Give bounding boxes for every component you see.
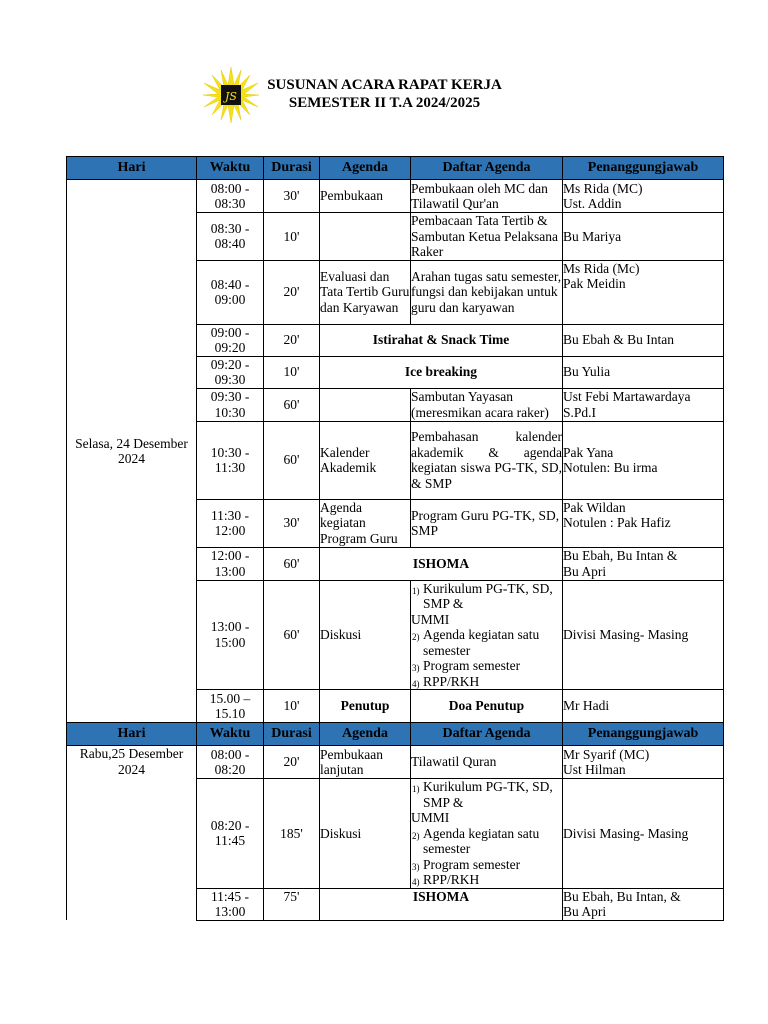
waktu-cell: 08:00 - 08:30 xyxy=(197,180,264,213)
list-item: 4) RPP/RKH xyxy=(412,872,480,887)
daftar-cell: Program Guru PG-TK, SD, SMP xyxy=(411,499,563,547)
pj-cell: Mr Hadi xyxy=(563,690,724,723)
daftar-cell: Doa Penutup xyxy=(411,690,563,723)
pj-cell: Bu Yulia xyxy=(563,356,724,388)
list-item: 2) Agenda kegiatan satu semester xyxy=(412,627,540,658)
agenda-cell: Diskusi xyxy=(320,580,411,690)
header-hari: Hari xyxy=(67,723,197,746)
pj-line: Notulen: Bu irma xyxy=(563,460,658,475)
merged-agenda-cell: Ice breaking xyxy=(320,356,563,388)
daftar-list-cell xyxy=(411,779,563,889)
agenda-cell: Pembukaan lanjutan xyxy=(320,746,411,779)
pj-cell xyxy=(563,180,724,213)
pj-cell xyxy=(563,421,724,499)
svg-text:JS: JS xyxy=(225,90,237,103)
agenda-cell: Pembukaan xyxy=(320,180,411,213)
durasi-cell: 20' xyxy=(264,746,320,779)
list-item: 1) Kurikulum PG-TK, SD, SMP & xyxy=(412,779,553,810)
pj-line: Bu Apri xyxy=(563,904,607,919)
discussion-list-cont xyxy=(411,826,562,888)
table-header-row xyxy=(67,723,724,746)
pj-cell xyxy=(563,260,724,324)
agenda-table xyxy=(66,156,724,921)
list-item: 3) Program semester xyxy=(412,856,521,872)
daftar-cell: Sambutan Yayasan (meresmikan acara raker) xyxy=(411,388,563,421)
pj-line: Mr Syarif (MC) xyxy=(563,746,650,762)
discussion-list-cont xyxy=(411,627,562,689)
waktu-cell: 08:00 - 08:20 xyxy=(197,746,264,779)
waktu-cell: 11:30 - 12:00 xyxy=(197,499,264,547)
merged-agenda-cell: ISHOMA xyxy=(320,547,563,580)
header-waktu: Waktu xyxy=(197,723,264,746)
list-item: 1) Kurikulum PG-TK, SD, SMP & xyxy=(412,580,553,611)
durasi-cell: 10' xyxy=(264,690,320,723)
day-cell: Selasa, 24 Desember 2024 xyxy=(67,180,197,723)
durasi-cell: 60' xyxy=(264,580,320,690)
merged-agenda-cell: ISHOMA xyxy=(320,888,563,920)
durasi-cell: 60' xyxy=(264,547,320,580)
header-penanggungjawab: Penanggungjawab xyxy=(563,723,724,746)
durasi-cell: 20' xyxy=(264,260,320,324)
durasi-cell: 10' xyxy=(264,356,320,388)
agenda-cell: Kalender Akademik xyxy=(320,421,411,499)
header-durasi: Durasi xyxy=(264,723,320,746)
daftar-cell: Tilawatil Quran xyxy=(411,746,563,779)
pj-line: Bu Ebah, Bu Intan & xyxy=(563,548,678,563)
durasi-cell: 30' xyxy=(264,180,320,213)
agenda-cell: Evaluasi dan Tata Tertib Guru dan Karyawan xyxy=(320,260,411,324)
waktu-cell: 08:30 - 08:40 xyxy=(197,213,264,261)
pj-cell xyxy=(563,746,724,779)
waktu-cell: 09:20 - 09:30 xyxy=(197,356,264,388)
agenda-cell: Diskusi xyxy=(320,779,411,889)
table-row xyxy=(67,180,724,213)
title-line-1: SUSUNAN ACARA RAPAT KERJA xyxy=(267,77,502,93)
title-line-2: SEMESTER II T.A 2024/2025 xyxy=(288,95,481,111)
daftar-cell: Pembukaan oleh MC dan Tilawatil Qur'an xyxy=(411,180,563,213)
header-agenda: Agenda xyxy=(320,157,411,180)
table-header-row xyxy=(67,157,724,180)
pj-line: Notulen : Pak Hafiz xyxy=(563,515,671,530)
daftar-cell: Pembacaan Tata Tertib & Sambutan Ketua Pelaksana Raker xyxy=(411,213,563,261)
header-daftar-agenda: Daftar Agenda xyxy=(411,723,563,746)
discussion-list xyxy=(411,581,562,612)
pj-line: Pak Meidin xyxy=(563,276,626,291)
pj-line: Ms Rida (MC) xyxy=(563,180,643,196)
durasi-cell: 10' xyxy=(264,213,320,261)
agenda-cell xyxy=(320,388,411,421)
pj-line: Pak Wildan xyxy=(563,499,626,515)
pj-line: Pak Yana xyxy=(563,444,614,460)
header-daftar-agenda: Daftar Agenda xyxy=(411,157,563,180)
header-waktu: Waktu xyxy=(197,157,264,180)
waktu-cell: 08:40 - 09:00 xyxy=(197,260,264,324)
waktu-cell: 11:45 - 13:00 xyxy=(197,888,264,920)
merged-agenda-cell: Istirahat & Snack Time xyxy=(320,324,563,356)
waktu-cell: 10:30 - 11:30 xyxy=(197,421,264,499)
durasi-cell: 20' xyxy=(264,324,320,356)
daftar-cell: Pembahasan kalender akademik & agenda kegiatan siswa PG-TK, SD, & SMP xyxy=(411,421,563,499)
table-row xyxy=(67,746,724,779)
agenda-cell: Penutup xyxy=(320,690,411,723)
pj-line: Ms Rida (Mc) xyxy=(563,260,640,276)
header-agenda: Agenda xyxy=(320,723,411,746)
durasi-cell: 60' xyxy=(264,421,320,499)
pj-line: Bu Ebah, Bu Intan, & xyxy=(563,888,681,904)
pj-cell: Bu Ebah & Bu Intan xyxy=(563,324,724,356)
document-title xyxy=(262,76,507,112)
waktu-cell: 09:00 - 09:20 xyxy=(197,324,264,356)
waktu-cell: 12:00 - 13:00 xyxy=(197,547,264,580)
list-item: 2) Agenda kegiatan satu semester xyxy=(412,825,540,856)
agenda-cell xyxy=(320,213,411,261)
waktu-cell: 13:00 - 15:00 xyxy=(197,580,264,690)
durasi-cell: 75' xyxy=(264,888,320,920)
day-cell: Rabu,25 Desember 2024 xyxy=(67,746,197,921)
list-item-extra: UMMI xyxy=(411,810,450,825)
pj-cell: Divisi Masing- Masing xyxy=(563,779,724,889)
pj-line: Ust. Addin xyxy=(563,196,622,211)
durasi-cell: 30' xyxy=(264,499,320,547)
pj-line: Ust Hilman xyxy=(563,762,626,777)
list-item: 4) RPP/RKH xyxy=(412,673,480,689)
header-durasi: Durasi xyxy=(264,157,320,180)
school-logo xyxy=(203,67,259,123)
list-item-extra: UMMI xyxy=(411,611,450,627)
pj-cell: Bu Mariya xyxy=(563,213,724,261)
header-penanggungjawab: Penanggungjawab xyxy=(563,157,724,180)
durasi-cell: 60' xyxy=(264,388,320,421)
header-hari: Hari xyxy=(67,157,197,180)
pj-cell: Divisi Masing- Masing xyxy=(563,580,724,690)
pj-cell xyxy=(563,888,724,920)
pj-cell: Ust Febi Martawardaya S.Pd.I xyxy=(563,388,724,421)
pj-cell xyxy=(563,499,724,547)
waktu-cell: 09:30 - 10:30 xyxy=(197,388,264,421)
daftar-cell: Arahan tugas satu semester, fungsi dan kebijakan untuk guru dan karyawan xyxy=(411,260,563,324)
daftar-list-cell xyxy=(411,580,563,690)
durasi-cell: 185' xyxy=(264,779,320,889)
pj-cell xyxy=(563,547,724,580)
discussion-list xyxy=(411,779,562,810)
waktu-cell: 15.00 – 15.10 xyxy=(197,690,264,723)
waktu-cell: 08:20 - 11:45 xyxy=(197,779,264,889)
agenda-cell: Agenda kegiatan Program Guru xyxy=(320,499,411,547)
pj-line: Bu Apri xyxy=(563,563,607,579)
list-item: 3) Program semester xyxy=(412,658,521,673)
